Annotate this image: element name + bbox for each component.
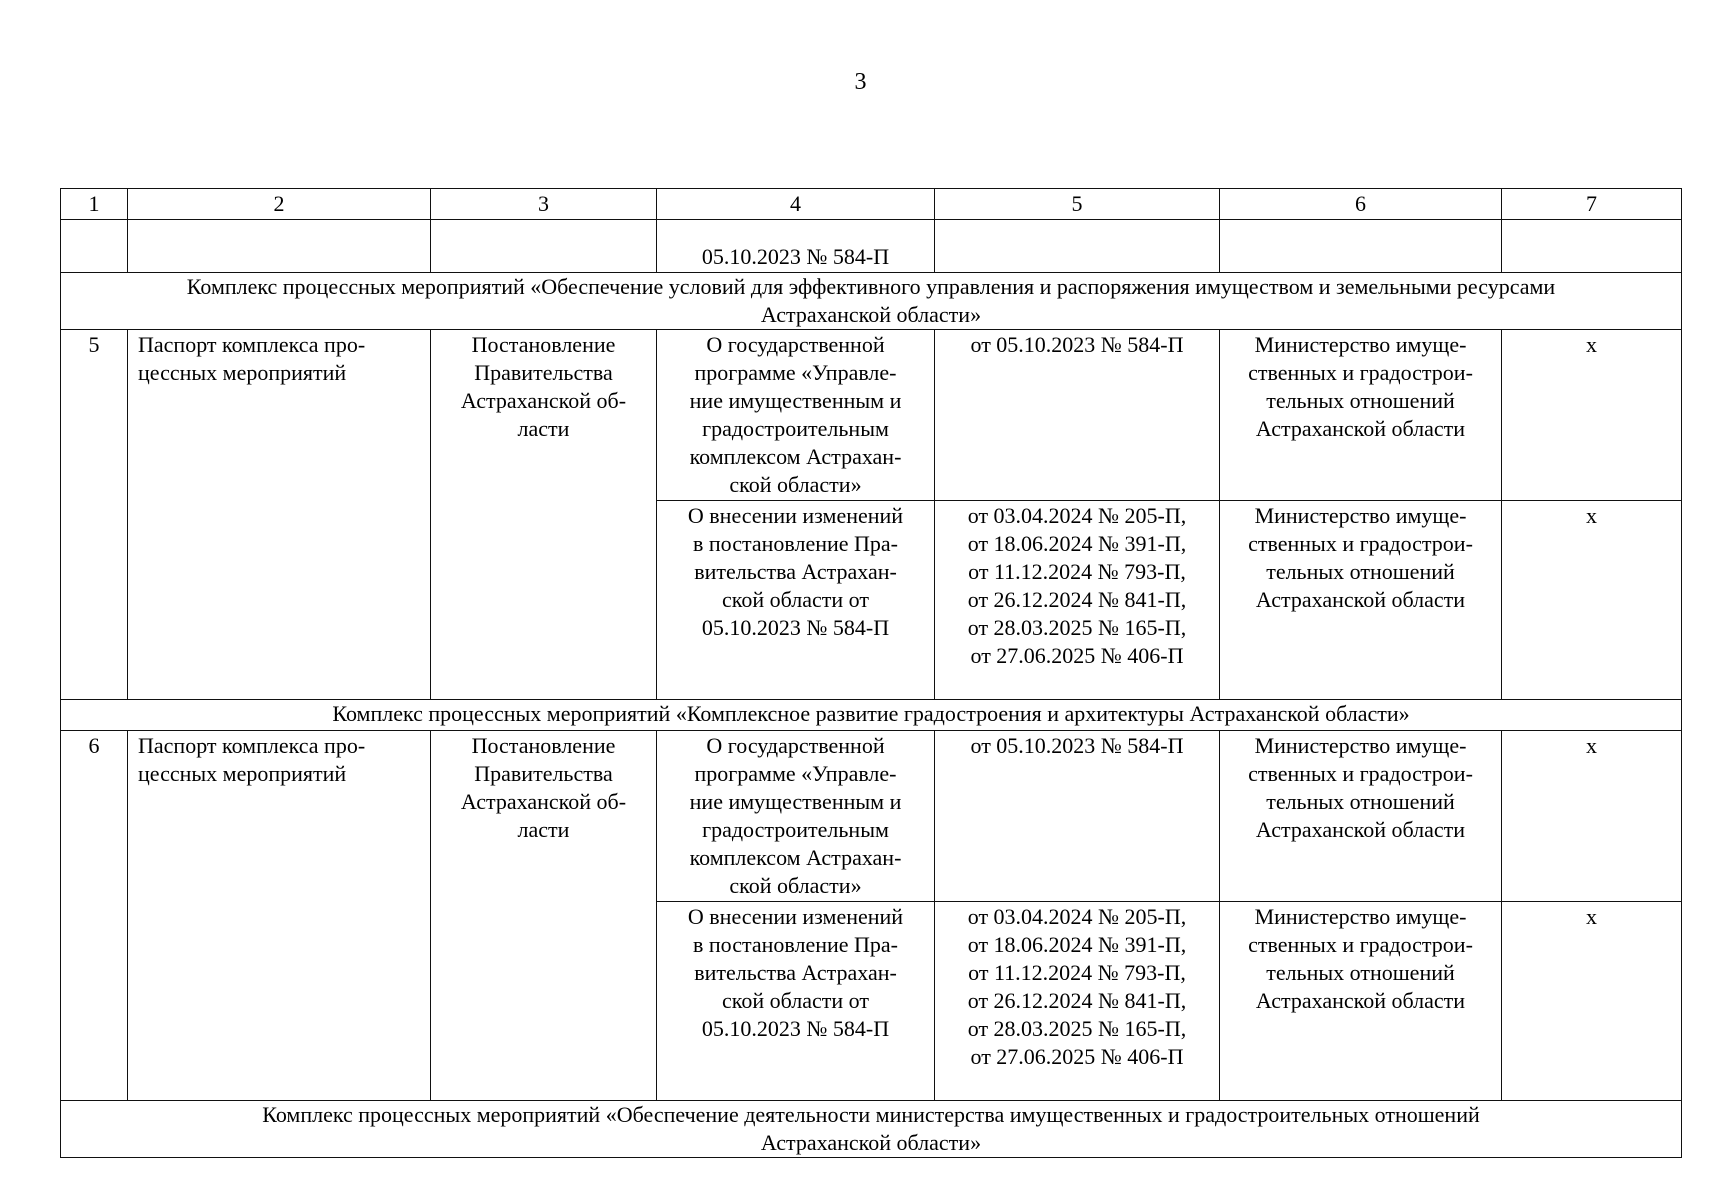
text-line: градостроительным xyxy=(702,817,889,842)
column-number-cell: 3 xyxy=(431,189,657,220)
registry-table xyxy=(60,188,1682,1158)
text-line: вительства Астрахан- xyxy=(694,559,897,584)
text-line: от 28.03.2025 № 165-П, xyxy=(967,1016,1187,1041)
text-line: Паспорт комплекса про- xyxy=(138,733,366,758)
text-line: О государственной xyxy=(706,332,885,357)
text-line: тельных отношений xyxy=(1266,559,1455,584)
empty-cell xyxy=(1502,220,1682,273)
text-line: тельных отношений xyxy=(1266,789,1455,814)
row-number-cell: 6 xyxy=(61,731,128,1101)
act-type-cell xyxy=(431,731,657,1101)
text-line: комплексом Астрахан- xyxy=(689,845,902,870)
act-date-cell xyxy=(935,330,1220,501)
mark-cell: х xyxy=(1502,501,1682,700)
text-line: ственных и градострои- xyxy=(1248,531,1473,556)
text-line: Постановление xyxy=(471,733,616,758)
text-line: ственных и градострои- xyxy=(1248,360,1473,385)
column-number-cell: 1 xyxy=(61,189,128,220)
text-line: в постановление Пра- xyxy=(692,531,899,556)
text-line: в постановление Пра- xyxy=(692,932,899,957)
page-number: 3 xyxy=(854,69,867,95)
column-number-row xyxy=(61,189,1682,220)
responsible-agency-cell xyxy=(1220,731,1502,902)
text-line: программе «Управле- xyxy=(694,360,897,385)
column-number-cell: 5 xyxy=(935,189,1220,220)
text-line: ской области от xyxy=(722,587,869,612)
text-line: от 18.06.2024 № 391-П, xyxy=(967,531,1187,556)
text-line: программе «Управле- xyxy=(694,761,897,786)
act-date-cell xyxy=(935,501,1220,700)
text-line: от 05.10.2023 № 584-П xyxy=(970,733,1184,758)
text-line: комплексом Астрахан- xyxy=(689,444,902,469)
text-line: Астраханской области» xyxy=(760,302,982,327)
section-heading xyxy=(61,273,1682,330)
text-line: тельных отношений xyxy=(1266,960,1455,985)
column-number-cell: 4 xyxy=(657,189,935,220)
empty-cell xyxy=(128,220,431,273)
text-line: Астраханской области xyxy=(1255,817,1466,842)
text-line: Правительства xyxy=(474,761,613,786)
text-line: от 28.03.2025 № 165-П, xyxy=(967,615,1187,640)
text-line: О государственной xyxy=(706,733,885,758)
text-line: градостроительным xyxy=(702,416,889,441)
section-heading xyxy=(61,1101,1682,1158)
section-heading-row xyxy=(61,273,1682,330)
text-line: ласти xyxy=(517,817,570,842)
text-line: Астраханской об- xyxy=(460,789,627,814)
document-type-cell xyxy=(128,731,431,1101)
text-line: 05.10.2023 № 584-П xyxy=(701,1016,890,1041)
text-line: Комплекс процессных мероприятий «Обеспечение деятельности министерства имущественных и градостроительных отношений xyxy=(262,1102,1480,1127)
responsible-agency-cell xyxy=(1220,902,1502,1101)
empty-cell xyxy=(61,220,128,273)
continuation-row xyxy=(61,220,1682,273)
column-number-cell: 2 xyxy=(128,189,431,220)
column-number-cell: 6 xyxy=(1220,189,1502,220)
empty-cell xyxy=(1220,220,1502,273)
text-line: О внесении изменений xyxy=(687,503,904,528)
act-type-cell xyxy=(431,330,657,700)
mark-cell: х xyxy=(1502,731,1682,902)
text-line: Министерство имуще- xyxy=(1254,332,1467,357)
empty-cell xyxy=(935,220,1220,273)
section-heading-row xyxy=(61,1101,1682,1158)
responsible-agency-cell xyxy=(1220,501,1502,700)
text-line: ской области» xyxy=(729,472,862,497)
text-line: 05.10.2023 № 584-П xyxy=(701,615,890,640)
text-line: Астраханской области xyxy=(1255,988,1466,1013)
text-line: ской области от xyxy=(722,988,869,1013)
text-line: от 03.04.2024 № 205-П, xyxy=(967,904,1187,929)
text-line: от 11.12.2024 № 793-П, xyxy=(968,559,1186,584)
text-line: цессных мероприятий xyxy=(138,360,347,385)
section-heading xyxy=(61,700,1682,731)
text-line: от 26.12.2024 № 841-П, xyxy=(967,587,1187,612)
column-number-cell: 7 xyxy=(1502,189,1682,220)
text-line: от 05.10.2023 № 584-П xyxy=(970,332,1184,357)
text-line: ние имущественным и xyxy=(689,789,902,814)
text-line: от 18.06.2024 № 391-П, xyxy=(967,932,1187,957)
empty-cell xyxy=(431,220,657,273)
text-line: О внесении изменений xyxy=(687,904,904,929)
text-line: Министерство имуще- xyxy=(1254,904,1467,929)
text-line: Постановление xyxy=(471,332,616,357)
text-line: ласти xyxy=(517,416,570,441)
mark-cell: х xyxy=(1502,902,1682,1101)
act-date-cell xyxy=(935,731,1220,902)
text-line: Министерство имуще- xyxy=(1254,733,1467,758)
text-line: от 03.04.2024 № 205-П, xyxy=(967,503,1187,528)
text-line: от 27.06.2025 № 406-П xyxy=(970,643,1184,668)
text-line: Астраханской области xyxy=(1255,587,1466,612)
text-line: от 26.12.2024 № 841-П, xyxy=(967,988,1187,1013)
text-line: Министерство имуще- xyxy=(1254,503,1467,528)
text-line: вительства Астрахан- xyxy=(694,960,897,985)
responsible-agency-cell xyxy=(1220,330,1502,501)
text-line: Правительства xyxy=(474,360,613,385)
act-title-cell xyxy=(657,902,935,1101)
continued-title-cell: 05.10.2023 № 584-П xyxy=(657,220,935,273)
mark-cell: х xyxy=(1502,330,1682,501)
program-row xyxy=(61,731,1682,902)
text-line: тельных отношений xyxy=(1266,388,1455,413)
text-line: Паспорт комплекса про- xyxy=(138,332,366,357)
text-line: от 27.06.2025 № 406-П xyxy=(970,1044,1184,1069)
text-line: цессных мероприятий xyxy=(138,761,347,786)
act-title-cell xyxy=(657,731,935,902)
text-line: от 11.12.2024 № 793-П, xyxy=(968,960,1186,985)
text-line: Комплекс процессных мероприятий «Комплексное развитие градостроения и архитектуры Астраханской области» xyxy=(332,701,1410,726)
section-heading-row xyxy=(61,700,1682,731)
act-title-cell xyxy=(657,330,935,501)
program-row xyxy=(61,330,1682,501)
act-title-cell xyxy=(657,501,935,700)
text-line: ской области» xyxy=(729,873,862,898)
document-type-cell xyxy=(128,330,431,700)
row-number-cell: 5 xyxy=(61,330,128,700)
text-line: Комплекс процессных мероприятий «Обеспечение условий для эффективного управления и распоряжения имуществом и земельными ресурсами xyxy=(186,274,1556,299)
text-line: ние имущественным и xyxy=(689,388,902,413)
text-line: Астраханской об- xyxy=(460,388,627,413)
text-line: Астраханской области» xyxy=(760,1130,982,1155)
text-line: ственных и градострои- xyxy=(1248,761,1473,786)
text-line: Астраханской области xyxy=(1255,416,1466,441)
act-date-cell xyxy=(935,902,1220,1101)
text-line: ственных и градострои- xyxy=(1248,932,1473,957)
